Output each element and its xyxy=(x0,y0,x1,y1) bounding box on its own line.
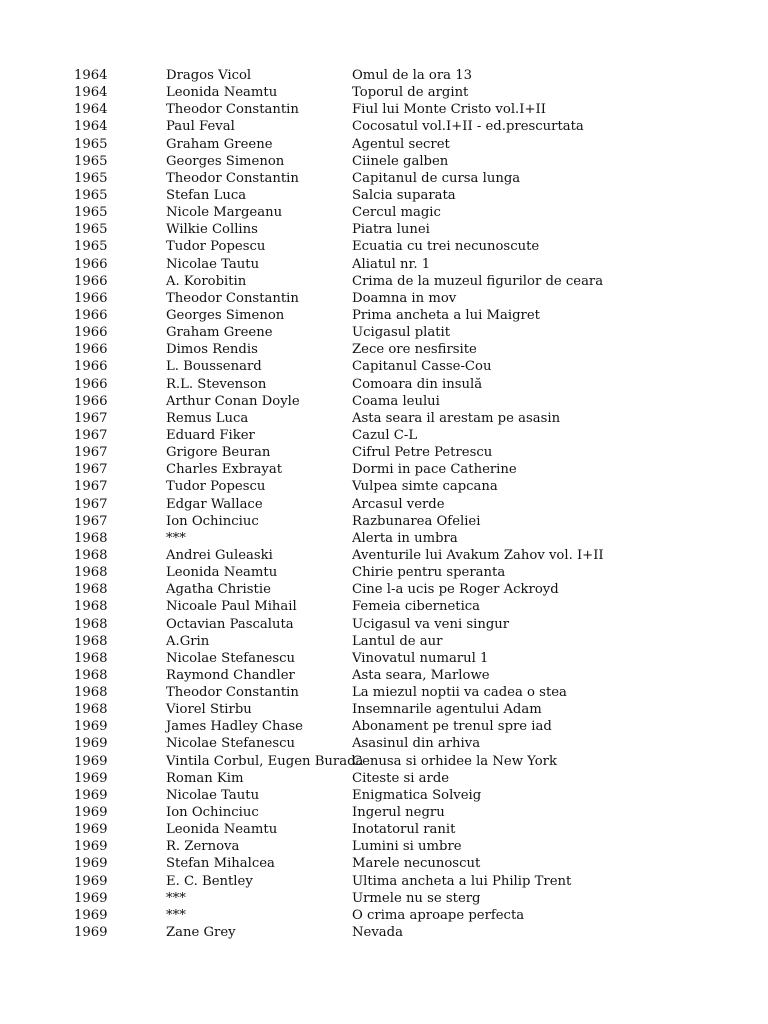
title-cell: Coama leului xyxy=(352,393,440,409)
author-cell: Dimos Rendis xyxy=(166,342,258,358)
author-cell: Octavian Pascaluta xyxy=(166,616,294,632)
title-cell: Cifrul Petre Petrescu xyxy=(352,445,493,461)
author-cell: Leonida Neamtu xyxy=(166,85,278,101)
author-cell: Andrei Guleaski xyxy=(166,547,273,563)
title-cell: Enigmatica Solveig xyxy=(352,787,482,803)
author-cell: Graham Greene xyxy=(166,325,273,341)
title-cell: Abonament pe trenul spre iad xyxy=(352,719,552,735)
list-row xyxy=(0,324,768,341)
list-row xyxy=(0,221,768,238)
list-row xyxy=(0,256,768,273)
year-cell: 1965 xyxy=(74,170,108,186)
list-row xyxy=(0,633,768,650)
list-row xyxy=(0,376,768,393)
list-row xyxy=(0,410,768,427)
title-cell: Aventurile lui Avakum Zahov vol. I+II xyxy=(352,547,604,563)
list-row xyxy=(0,650,768,667)
list-row xyxy=(0,838,768,855)
author-cell: Leonida Neamtu xyxy=(166,565,278,581)
year-cell: 1969 xyxy=(74,753,108,769)
year-cell: 1966 xyxy=(74,376,108,392)
title-cell: Insemnarile agentului Adam xyxy=(352,702,542,718)
title-cell: Nevada xyxy=(352,925,403,941)
year-cell: 1965 xyxy=(74,187,108,203)
list-row xyxy=(0,84,768,101)
title-cell: Fiul lui Monte Cristo vol.I+II xyxy=(352,102,546,118)
year-cell: 1968 xyxy=(74,530,108,546)
list-row xyxy=(0,530,768,547)
year-cell: 1969 xyxy=(74,873,108,889)
year-cell: 1967 xyxy=(74,427,108,443)
year-cell: 1965 xyxy=(74,153,108,169)
year-cell: 1968 xyxy=(74,633,108,649)
author-cell: E. C. Bentley xyxy=(166,873,253,889)
title-cell: Cazul C-L xyxy=(352,427,418,443)
list-row xyxy=(0,513,768,530)
list-row xyxy=(0,427,768,444)
title-cell: Femeia cibernetica xyxy=(352,599,481,615)
year-cell: 1968 xyxy=(74,547,108,563)
title-cell: O crima aproape perfecta xyxy=(352,907,525,923)
list-row xyxy=(0,170,768,187)
list-row xyxy=(0,598,768,615)
year-cell: 1967 xyxy=(74,496,108,512)
year-cell: 1966 xyxy=(74,273,108,289)
author-cell: Leonida Neamtu xyxy=(166,822,278,838)
title-cell: Vinovatul numarul 1 xyxy=(352,650,489,666)
year-cell: 1967 xyxy=(74,513,108,529)
year-cell: 1967 xyxy=(74,462,108,478)
title-cell: Toporul de argint xyxy=(352,85,469,101)
author-cell: Ion Ochinciuc xyxy=(166,513,259,529)
list-row xyxy=(0,153,768,170)
title-cell: Comoara din insulă xyxy=(352,376,483,392)
list-row xyxy=(0,684,768,701)
title-cell: Razbunarea Ofeliei xyxy=(352,513,481,529)
year-cell: 1965 xyxy=(74,136,108,152)
author-cell: L. Boussenard xyxy=(166,359,262,375)
author-cell: Charles Exbrayat xyxy=(166,462,283,478)
year-cell: 1967 xyxy=(74,445,108,461)
list-row xyxy=(0,273,768,290)
title-cell: Chirie pentru speranta xyxy=(352,565,506,581)
title-cell: Citeste si arde xyxy=(352,770,450,786)
author-cell: James Hadley Chase xyxy=(166,719,303,735)
title-cell: Ultima ancheta a lui Philip Trent xyxy=(352,873,572,889)
title-cell: Prima ancheta a lui Maigret xyxy=(352,307,540,323)
list-row xyxy=(0,770,768,787)
year-cell: 1969 xyxy=(74,736,108,752)
title-cell: Salcia suparata xyxy=(352,187,456,203)
title-cell: Inotatorul ranit xyxy=(352,822,456,838)
title-cell: Aliatul nr. 1 xyxy=(352,256,431,272)
list-row xyxy=(0,393,768,410)
title-cell: Ucigasul va veni singur xyxy=(352,616,510,632)
title-cell: Doamna in mov xyxy=(352,290,457,306)
author-cell: Remus Luca xyxy=(166,410,249,426)
author-cell: Theodor Constantin xyxy=(166,170,299,186)
author-cell: Nicolae Tautu xyxy=(166,256,260,272)
author-cell: Georges Simenon xyxy=(166,307,285,323)
year-cell: 1967 xyxy=(74,410,108,426)
author-cell: Vintila Corbul, Eugen Burada xyxy=(166,753,364,769)
author-cell: Stefan Mihalcea xyxy=(166,856,275,872)
year-cell: 1967 xyxy=(74,479,108,495)
title-cell: Omul de la ora 13 xyxy=(352,68,473,83)
book-list xyxy=(0,67,768,941)
year-cell: 1969 xyxy=(74,787,108,803)
list-row xyxy=(0,804,768,821)
year-cell: 1969 xyxy=(74,856,108,872)
title-cell: Cercul magic xyxy=(352,205,441,221)
list-row xyxy=(0,616,768,633)
author-cell: Tudor Popescu xyxy=(166,239,266,255)
year-cell: 1969 xyxy=(74,907,108,923)
year-cell: 1969 xyxy=(74,839,108,855)
list-row xyxy=(0,581,768,598)
title-cell: Alerta in umbra xyxy=(352,530,458,546)
title-cell: Asasinul din arhiva xyxy=(352,736,481,752)
title-cell: Piatra lunei xyxy=(352,222,430,238)
author-cell: Tudor Popescu xyxy=(166,479,266,495)
author-cell: Edgar Wallace xyxy=(166,496,263,512)
list-row xyxy=(0,101,768,118)
author-cell: Agatha Christie xyxy=(166,582,271,598)
title-cell: Asta seara il arestam pe asasin xyxy=(352,410,561,426)
year-cell: 1966 xyxy=(74,342,108,358)
year-cell: 1966 xyxy=(74,290,108,306)
author-cell: Roman Kim xyxy=(166,770,244,786)
author-cell: Nicolae Stefanescu xyxy=(166,650,295,666)
year-cell: 1968 xyxy=(74,685,108,701)
author-cell: Theodor Constantin xyxy=(166,685,299,701)
list-row xyxy=(0,496,768,513)
list-row xyxy=(0,204,768,221)
title-cell: Dormi in pace Catherine xyxy=(352,462,517,478)
list-row xyxy=(0,924,768,941)
author-cell: Dragos Vicol xyxy=(166,68,252,83)
year-cell: 1965 xyxy=(74,205,108,221)
title-cell: Arcasul verde xyxy=(352,496,445,512)
title-cell: Lantul de aur xyxy=(352,633,443,649)
list-row xyxy=(0,718,768,735)
title-cell: Urmele nu se sterg xyxy=(352,890,481,906)
title-cell: Capitanul Casse-Cou xyxy=(352,359,492,375)
author-cell: Stefan Luca xyxy=(166,187,247,203)
author-cell: Nicoale Paul Mihail xyxy=(166,599,297,615)
list-row xyxy=(0,735,768,752)
year-cell: 1968 xyxy=(74,565,108,581)
year-cell: 1965 xyxy=(74,239,108,255)
author-cell: Zane Grey xyxy=(166,925,236,941)
list-row xyxy=(0,136,768,153)
list-row xyxy=(0,118,768,135)
author-cell: Graham Greene xyxy=(166,136,273,152)
year-cell: 1968 xyxy=(74,667,108,683)
list-row xyxy=(0,238,768,255)
year-cell: 1969 xyxy=(74,890,108,906)
author-cell: A.Grin xyxy=(166,633,210,649)
title-cell: Lumini si umbre xyxy=(352,839,462,855)
list-row xyxy=(0,478,768,495)
year-cell: 1966 xyxy=(74,325,108,341)
year-cell: 1968 xyxy=(74,616,108,632)
year-cell: 1969 xyxy=(74,822,108,838)
author-cell: Ion Ochinciuc xyxy=(166,805,259,821)
year-cell: 1964 xyxy=(74,119,108,135)
list-row xyxy=(0,564,768,581)
year-cell: 1968 xyxy=(74,599,108,615)
title-cell: La miezul noptii va cadea o stea xyxy=(352,685,567,701)
author-cell: Theodor Constantin xyxy=(166,290,299,306)
title-cell: Cenusa si orhidee la New York xyxy=(352,753,557,769)
list-row xyxy=(0,187,768,204)
title-cell: Ucigasul platit xyxy=(352,325,451,341)
list-row xyxy=(0,290,768,307)
title-cell: Capitanul de cursa lunga xyxy=(352,170,521,186)
author-cell: *** xyxy=(166,907,186,923)
author-cell: A. Korobitin xyxy=(166,273,247,289)
title-cell: Marele necunoscut xyxy=(352,856,481,872)
list-row xyxy=(0,307,768,324)
title-cell: Cine l-a ucis pe Roger Ackroyd xyxy=(352,582,559,598)
list-row xyxy=(0,753,768,770)
author-cell: Viorel Stirbu xyxy=(166,702,252,718)
list-row xyxy=(0,855,768,872)
year-cell: 1969 xyxy=(74,925,108,941)
list-row xyxy=(0,67,768,84)
list-row xyxy=(0,890,768,907)
list-row xyxy=(0,667,768,684)
list-row xyxy=(0,341,768,358)
year-cell: 1968 xyxy=(74,582,108,598)
author-cell: Eduard Fiker xyxy=(166,427,255,443)
year-cell: 1964 xyxy=(74,68,108,83)
list-row xyxy=(0,358,768,375)
list-row xyxy=(0,444,768,461)
title-cell: Vulpea simte capcana xyxy=(352,479,498,495)
year-cell: 1969 xyxy=(74,719,108,735)
author-cell: Georges Simenon xyxy=(166,153,285,169)
author-cell: Nicolae Tautu xyxy=(166,787,260,803)
list-row xyxy=(0,787,768,804)
author-cell: Nicolae Stefanescu xyxy=(166,736,295,752)
list-row xyxy=(0,821,768,838)
year-cell: 1969 xyxy=(74,805,108,821)
year-cell: 1969 xyxy=(74,770,108,786)
year-cell: 1966 xyxy=(74,393,108,409)
list-row xyxy=(0,701,768,718)
author-cell: Arthur Conan Doyle xyxy=(166,393,300,409)
year-cell: 1968 xyxy=(74,702,108,718)
author-cell: Grigore Beuran xyxy=(166,445,271,461)
year-cell: 1964 xyxy=(74,102,108,118)
year-cell: 1966 xyxy=(74,307,108,323)
list-row xyxy=(0,547,768,564)
author-cell: Raymond Chandler xyxy=(166,667,295,683)
list-row xyxy=(0,907,768,924)
author-cell: *** xyxy=(166,530,186,546)
list-row xyxy=(0,873,768,890)
author-cell: Paul Feval xyxy=(166,119,235,135)
title-cell: Asta seara, Marlowe xyxy=(352,667,490,683)
title-cell: Ecuatia cu trei necunoscute xyxy=(352,239,540,255)
year-cell: 1965 xyxy=(74,222,108,238)
author-cell: Theodor Constantin xyxy=(166,102,299,118)
title-cell: Zece ore nesfirsite xyxy=(352,342,477,358)
author-cell: Wilkie Collins xyxy=(166,222,258,238)
title-cell: Ciinele galben xyxy=(352,153,449,169)
year-cell: 1966 xyxy=(74,359,108,375)
year-cell: 1968 xyxy=(74,650,108,666)
title-cell: Crima de la muzeul figurilor de ceara xyxy=(352,273,604,289)
author-cell: *** xyxy=(166,890,186,906)
author-cell: R.L. Stevenson xyxy=(166,376,267,392)
list-row xyxy=(0,461,768,478)
year-cell: 1966 xyxy=(74,256,108,272)
author-cell: Nicole Margeanu xyxy=(166,205,283,221)
title-cell: Agentul secret xyxy=(352,136,450,152)
year-cell: 1964 xyxy=(74,85,108,101)
author-cell: R. Zernova xyxy=(166,839,240,855)
title-cell: Cocosatul vol.I+II - ed.prescurtata xyxy=(352,119,584,135)
title-cell: Ingerul negru xyxy=(352,805,445,821)
